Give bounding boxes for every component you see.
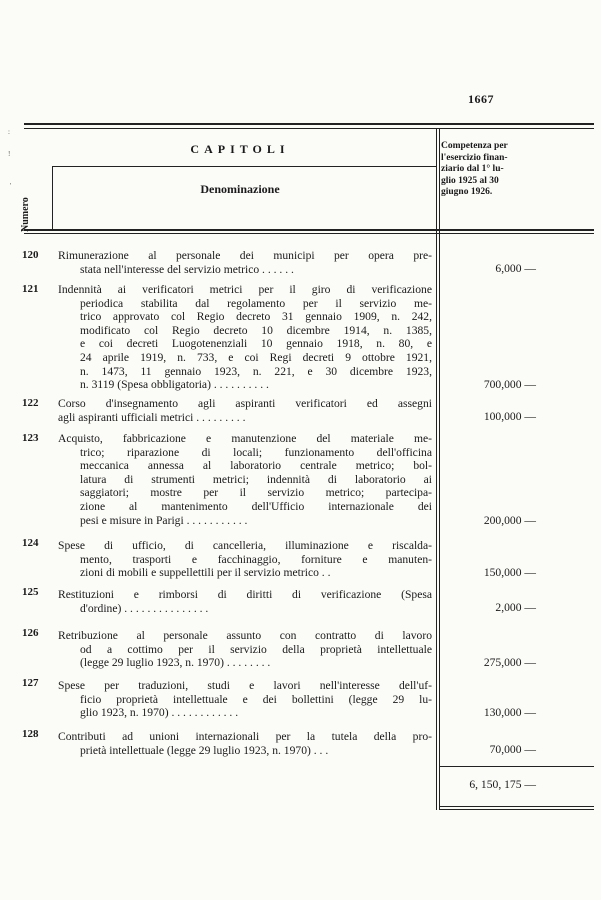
total-amount: 6, 150, 175 — xyxy=(469,778,536,791)
description-line: n. 3119 (Spesa obbligatoria) . . . . . . . . . . xyxy=(80,378,269,392)
chapter-amount: 6,000 — xyxy=(495,262,536,275)
description-line: od a cottimo per il servizio della proprietà intellettuale xyxy=(80,642,432,656)
bottom-rule-2 xyxy=(440,809,594,810)
description-line: stata nell'interesse del servizio metrico . . . . . . xyxy=(80,262,294,276)
margin-mark: : xyxy=(8,128,10,136)
description-line: pesi e misure in Parigi . . . . . . . . . . . xyxy=(80,513,248,527)
chapter-number: 122 xyxy=(22,397,39,409)
chapter-description xyxy=(58,539,432,580)
description-line: (legge 29 luglio 1923, n. 1970) . . . . . . . . xyxy=(80,656,271,670)
description-line: glio 1923, n. 1970) . . . . . . . . . . . . xyxy=(80,706,239,720)
competenza-line: giugno 1926. xyxy=(441,187,493,197)
description-line: e coi decreti Luogotenenziali 10 gennaio 1918, n. 80, e xyxy=(80,337,432,351)
description-line: zioni di mobili e suppellettili per il servizio metrico . . xyxy=(80,566,331,580)
chapter-number: 125 xyxy=(22,586,39,598)
description-line: prietà intellettuale (legge 29 luglio 1923, n. 1970) . . . xyxy=(80,743,329,757)
competenza-line: ziario dal 1° lu- xyxy=(441,164,504,174)
capitoli-heading: CAPITOLI xyxy=(190,142,290,156)
denominazione-heading: Denominazione xyxy=(200,182,280,196)
chapter-description xyxy=(58,432,432,527)
header-bottom-rule xyxy=(24,229,594,231)
chapter-amount: 130,000 — xyxy=(483,706,536,719)
column-divider-number xyxy=(52,166,53,230)
chapter-description xyxy=(58,588,432,615)
description-line: Spese di ufficio, di cancelleria, illuminazione e riscalda- xyxy=(58,539,432,552)
chapter-number: 123 xyxy=(22,432,39,444)
description-line: trico approvato col Regio decreto 31 gennaio 1909, n. 242, xyxy=(80,310,432,324)
description-line: periodica stabilita dal regolamento per il servizio me- xyxy=(80,296,432,310)
competenza-line: glio 1925 al 30 xyxy=(441,175,499,186)
chapter-description xyxy=(58,679,432,720)
competenza-line: Competenza per xyxy=(441,141,508,151)
chapter-amount: 700,000 — xyxy=(483,378,536,391)
description-line: Rimunerazione al personale dei municipi per opera pre- xyxy=(58,249,432,262)
chapter-description xyxy=(58,730,432,757)
description-line: agli aspiranti ufficiali metrici . . . . . . . . . xyxy=(58,410,246,424)
chapter-amount: 70,000 — xyxy=(489,743,536,756)
chapter-amount: 275,000 — xyxy=(483,656,536,669)
header-bottom-rule-thin xyxy=(24,233,594,234)
description-line: meccanica annessa al laboratorio centrale metrico; bol- xyxy=(80,459,432,473)
chapter-amount: 2,000 — xyxy=(495,601,536,614)
total-rule xyxy=(440,766,594,767)
chapter-description xyxy=(58,629,432,670)
capitoli-underline xyxy=(53,166,436,167)
description-line: trico; riparazione di locali; funzionamento dell'officina xyxy=(80,445,432,459)
chapter-description xyxy=(58,249,432,276)
description-line: Retribuzione al personale assunto con contratto di lavoro xyxy=(58,629,432,642)
competenza-heading xyxy=(441,141,593,199)
bottom-rule xyxy=(440,806,594,807)
description-line: Acquisto, fabbricazione e manutenzione del materiale me- xyxy=(58,432,432,445)
chapter-number: 121 xyxy=(22,283,39,295)
top-rule-thin xyxy=(24,128,594,129)
margin-mark: ! xyxy=(8,150,11,158)
top-rule xyxy=(24,123,594,125)
chapter-amount: 150,000 — xyxy=(483,566,536,579)
chapter-number: 128 xyxy=(22,728,39,740)
description-line: d'ordine) . . . . . . . . . . . . . . . xyxy=(80,601,209,615)
description-line: 24 aprile 1919, n. 733, e coi Regi decreti 9 ottobre 1921, xyxy=(80,350,432,364)
competenza-line: l'esercizio finan- xyxy=(441,152,508,163)
description-line: modificato col Regio decreto 10 dicembre 1914, n. 1385, xyxy=(80,323,432,337)
description-line: Spese per traduzioni, studi e lavori nell'interesse dell'uf- xyxy=(58,679,432,692)
description-line: Indennità ai verificatori metrici per il giro di verificazione xyxy=(58,283,432,296)
description-line: Restituzioni e rimborsi di diritti di verificazione (Spesa xyxy=(58,588,432,601)
description-line: latura di strumenti metrici; indennità di laboratorio ai xyxy=(80,472,432,486)
numero-heading: Numero xyxy=(20,197,31,232)
description-line: zione al mantenimento dell'Ufficio internazionale dei xyxy=(80,499,432,513)
chapter-number: 127 xyxy=(22,677,39,689)
chapter-description xyxy=(58,283,432,392)
description-line: Contributi ad unioni internazionali per la tutela della pro- xyxy=(58,730,432,743)
margin-mark: ' xyxy=(10,182,12,190)
chapter-number: 126 xyxy=(22,627,39,639)
description-line: saggiatori; mostre per il servizio metrico; partecipa- xyxy=(80,486,432,500)
chapter-number: 120 xyxy=(22,249,39,261)
page-number: 1667 xyxy=(468,92,494,106)
description-line: n. 1473, 11 gennaio 1923, n. 221, e 30 dicembre 1923, xyxy=(80,364,432,378)
description-line: mento, trasporti e facchinaggio, forniture e manuten- xyxy=(80,552,432,566)
chapter-number: 124 xyxy=(22,537,39,549)
chapter-description xyxy=(58,397,432,424)
chapter-amount: 200,000 — xyxy=(483,514,536,527)
description-line: ficio proprietà intellettuale e dei bollettini (legge 29 lu- xyxy=(80,692,432,706)
chapter-amount: 100,000 — xyxy=(483,410,536,423)
description-line: Corso d'insegnamento agli aspiranti verificatori ed assegni xyxy=(58,397,432,410)
